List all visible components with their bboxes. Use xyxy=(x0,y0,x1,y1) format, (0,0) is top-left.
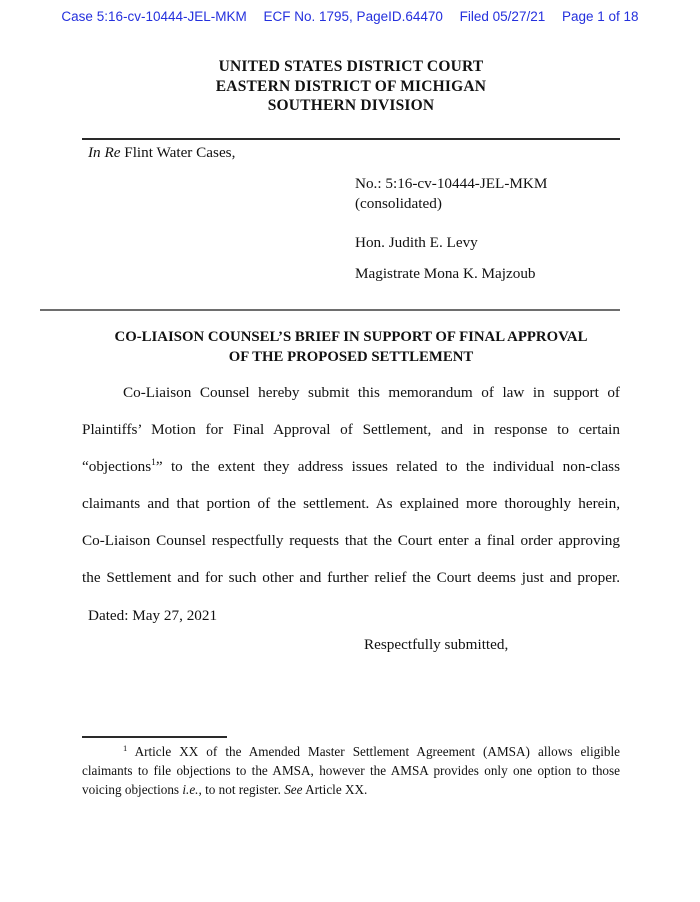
footnote-line1-text: Article XX of the Amended Master Settlement Agreement (AMSA) allows eligible xyxy=(134,743,620,759)
stamp-ecf-number: ECF No. 1795, PageID.64470 xyxy=(263,9,443,24)
dated-line: Dated: May 27, 2021 xyxy=(88,607,218,624)
court-title-line1: UNITED STATES DISTRICT COURT xyxy=(218,58,484,75)
caption-bottom-rule xyxy=(40,309,620,312)
case-caption xyxy=(82,143,620,163)
consolidated-line: (consolidated) xyxy=(355,194,442,212)
caption-right-column xyxy=(355,174,620,284)
body-paragraph xyxy=(82,374,620,596)
court-title-line2: EASTERN DISTRICT OF MICHIGAN xyxy=(215,77,487,95)
stamp-page-number: Page 1 of 18 xyxy=(561,9,639,24)
footnote-separator-rule xyxy=(82,736,227,738)
case-name: Flint Water Cases, xyxy=(120,143,236,161)
caption-top-rule xyxy=(82,138,620,140)
in-re-label: In Re xyxy=(88,143,121,161)
footnote-reference: 1 xyxy=(151,458,156,468)
magistrate-line: Magistrate Mona K. Majzoub xyxy=(355,264,536,282)
footnote-line xyxy=(82,780,620,799)
footnote-line3-pre: voicing objections xyxy=(82,781,183,797)
body-line: Co-Liaison Counsel hereby submit this memorandum of law in support of xyxy=(123,384,620,401)
footnote-section xyxy=(82,736,620,799)
ecf-header-stamp xyxy=(0,9,700,25)
body-line: Plaintiffs’ Motion for Final Approval of Settlement, and in response to certain xyxy=(82,421,620,438)
footnote-line: claimants to file objections to the AMSA, however the AMSA provides only one option to those xyxy=(82,762,620,778)
body-line: the Settlement and for such other and further relief the Court deems just and proper. xyxy=(82,569,620,586)
footnote-line3-mid: to not register. xyxy=(201,781,285,797)
stamp-case-number: Case 5:16-cv-10444-JEL-MKM xyxy=(61,9,247,24)
footnote-line3-post: Article XX. xyxy=(302,781,368,797)
body-line: Co-Liaison Counsel respectfully requests that the Court enter a final order approving xyxy=(82,532,620,549)
footnote-marker: 1 xyxy=(123,742,128,753)
court-title xyxy=(82,57,620,116)
stamp-filed-date: Filed 05/27/21 xyxy=(459,9,546,24)
footnote-line xyxy=(82,742,620,761)
court-title-line3: SOUTHERN DIVISION xyxy=(267,97,435,114)
footnote-ie-italic: i.e., xyxy=(182,781,202,797)
footnote-text xyxy=(82,742,620,799)
judge-line: Hon. Judith E. Levy xyxy=(355,233,478,251)
body-line xyxy=(82,448,620,485)
footnote-see-italic: See xyxy=(284,781,303,797)
brief-title xyxy=(82,327,620,367)
brief-title-line1: CO-LIAISON COUNSEL’S BRIEF IN SUPPORT OF FINAL APPROVAL xyxy=(114,329,588,345)
case-number-line: No.: 5:16-cv-10444-JEL-MKM xyxy=(355,174,548,192)
body-line: claimants and that portion of the settlement. As explained more thoroughly herein, xyxy=(82,495,620,512)
body-line3-post: ” to the extent they address issues related to the individual non-class xyxy=(155,458,620,475)
brief-title-line2: OF THE PROPOSED SETTLEMENT xyxy=(228,349,474,365)
body-line3-pre: “objections xyxy=(82,458,152,475)
respectfully-submitted-line: Respectfully submitted, xyxy=(364,636,509,653)
